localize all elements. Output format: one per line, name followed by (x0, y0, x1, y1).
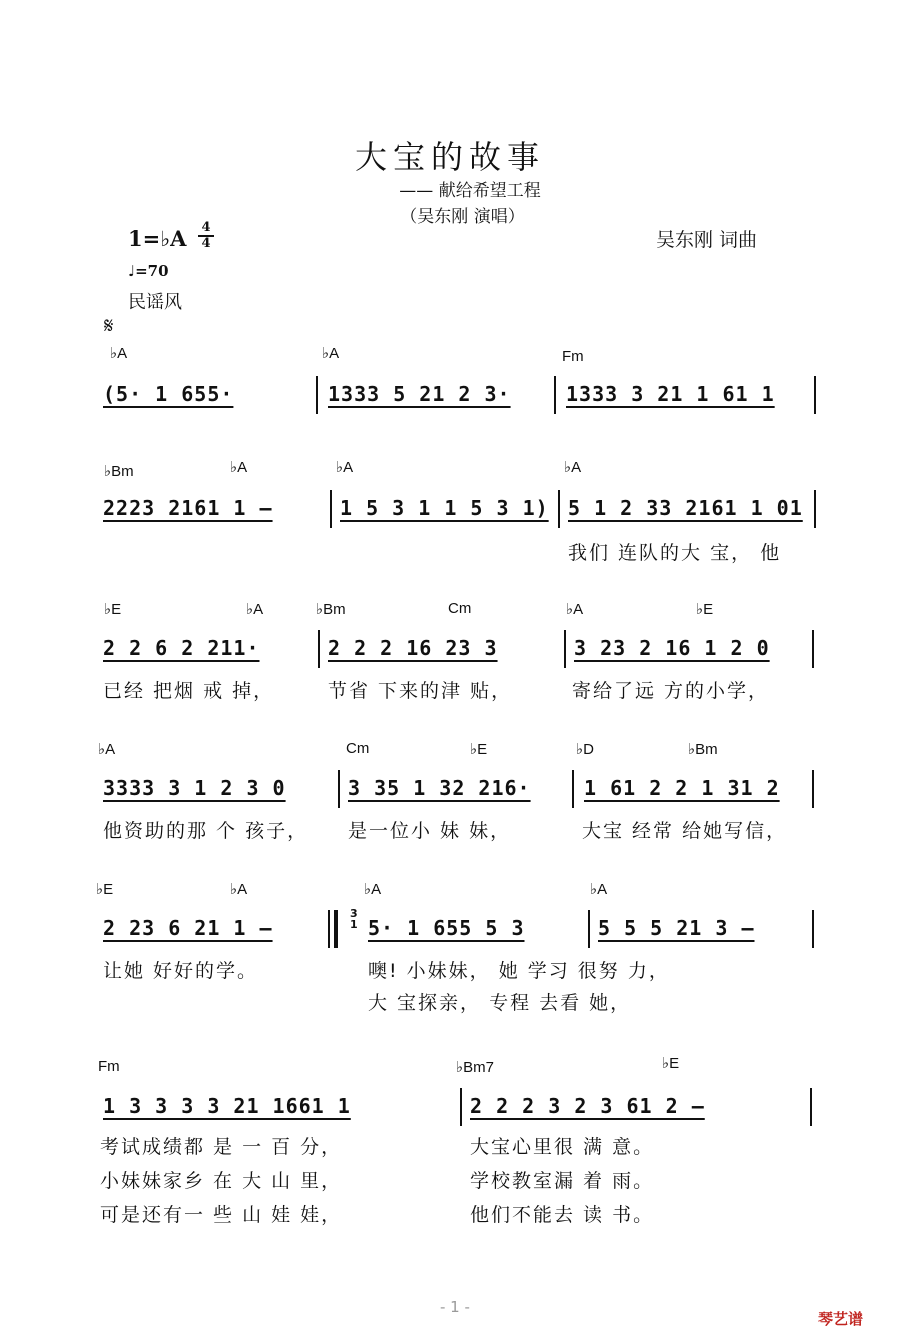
chord: ♭A (230, 459, 248, 476)
barline (814, 490, 816, 528)
chord: Fm (98, 1058, 120, 1075)
measure-notes: 1333 5 21 2 3· (328, 382, 511, 406)
lyric-line: 考试成绩都 是 一 百 分， (100, 1136, 343, 1158)
chord: ♭A (98, 741, 116, 758)
chord: ♭E (104, 601, 122, 618)
chord: ♭Bm7 (456, 1059, 494, 1076)
chord: ♭A (246, 601, 264, 618)
lyric-line: 已经 把烟 戒 掉， (103, 680, 275, 702)
chord: ♭D (576, 741, 594, 758)
measure-notes: 3 35 1 32 216· (348, 776, 531, 800)
barline (810, 1088, 812, 1126)
lyric-line: 他资助的那 个 孩子， (103, 820, 309, 842)
lyric-line: 噢! 小妹妹， 她 学习 很努 力， (368, 960, 670, 982)
measure-notes: 5 5 5 21 3 – (598, 916, 755, 940)
lyric-line: 大宝心里很 满 意。 (470, 1136, 655, 1158)
chord: ♭A (336, 459, 354, 476)
lyric-line: 可是还有一 些 山 娃 娃， (100, 1204, 343, 1226)
barline (554, 376, 556, 414)
chord: ♭Bm (104, 463, 134, 480)
key-signature: 1=♭A (128, 226, 187, 251)
chord: ♭A (230, 881, 248, 898)
composer-credit: 吴东刚 词曲 (656, 229, 758, 251)
subtitle: —— 献给希望工程 (399, 181, 541, 201)
measure-notes: 2 23 6 21 1 – (103, 916, 273, 940)
chord: ♭E (696, 601, 714, 618)
measure-notes: 3333 3 1 2 3 0 (103, 776, 286, 800)
lyric-line: 大 宝探亲， 专程 去看 她， (368, 992, 632, 1014)
barline (316, 376, 318, 414)
time-signature-denominator: 4 (201, 236, 211, 251)
barline (330, 490, 332, 528)
barline (588, 910, 590, 948)
lyric-line: 小妹妹家乡 在 大 山 里， (100, 1170, 343, 1192)
lyric-line: 节省 下来的津 贴， (328, 680, 513, 702)
chord: ♭A (564, 459, 582, 476)
lyric-line: 让她 好好的学。 (103, 960, 259, 982)
measure-notes: 5· 1 655 5 3 (368, 916, 525, 940)
barline (572, 770, 574, 808)
barline (328, 910, 330, 948)
lyric-line: 寄给了远 方的小学， (572, 680, 770, 702)
segno-icon: 𝄋 (104, 314, 114, 339)
chord: ♭Bm (316, 601, 346, 618)
measure-notes: 1 5 3 1 1 5 3 1) (340, 496, 549, 520)
lyric-line: 我们 连队的大 宝， 他 (568, 542, 782, 564)
chord: ♭E (470, 741, 488, 758)
barline (558, 490, 560, 528)
chord: ♭A (322, 345, 340, 362)
measure-notes: 1 61 2 2 1 31 2 (584, 776, 780, 800)
measure-notes: 5 1 2 33 2161 1 01 (568, 496, 803, 520)
volta-mark: 3 1 (350, 907, 358, 931)
lyric-line: 大宝 经常 给她写信， (582, 820, 788, 842)
chord: ♭A (364, 881, 382, 898)
barline (318, 630, 320, 668)
chord: ♭E (96, 881, 114, 898)
measure-notes: 1 3 3 3 3 21 1661 1 (103, 1094, 351, 1118)
chord: ♭A (590, 881, 608, 898)
measure-notes: 3 23 2 16 1 2 0 (574, 636, 770, 660)
lyric-line: 是一位小 妹 妹， (348, 820, 512, 842)
barline (812, 630, 814, 668)
site-logo: 琴艺谱 (818, 1310, 864, 1328)
lyric-line: 他们不能去 读 书。 (470, 1204, 655, 1226)
measure-notes: 2 2 2 3 2 3 61 2 – (470, 1094, 705, 1118)
chord: Fm (562, 348, 584, 365)
page-title: 大宝的故事 (354, 138, 545, 176)
repeat-barline (334, 910, 342, 948)
barline (338, 770, 340, 808)
chord: ♭A (110, 345, 128, 362)
measure-notes: 2 2 2 16 23 3 (328, 636, 498, 660)
measure-notes: 2 2 6 2 211· (103, 636, 260, 660)
chord: Cm (448, 600, 472, 617)
page-number: - 1 - (440, 1298, 470, 1316)
measure-notes: (5· 1 655· (103, 382, 234, 406)
barline (812, 910, 814, 948)
chord: ♭Bm (688, 741, 718, 758)
measure-notes: 2223 2161 1 – (103, 496, 273, 520)
chord: Cm (346, 740, 370, 757)
barline (460, 1088, 462, 1126)
lyric-line: 学校教室漏 着 雨。 (470, 1170, 655, 1192)
barline (812, 770, 814, 808)
barline (814, 376, 816, 414)
barline (564, 630, 566, 668)
time-signature (198, 222, 214, 250)
singer-credit: （吴东刚 演唱） (400, 207, 525, 227)
chord: ♭E (662, 1055, 680, 1072)
chord: ♭A (566, 601, 584, 618)
tempo-mark: ♩=70 (128, 262, 169, 280)
style-mark: 民谣风 (128, 292, 182, 313)
time-signature-numerator: 4 (201, 220, 211, 235)
measure-notes: 1333 3 21 1 61 1 (566, 382, 775, 406)
